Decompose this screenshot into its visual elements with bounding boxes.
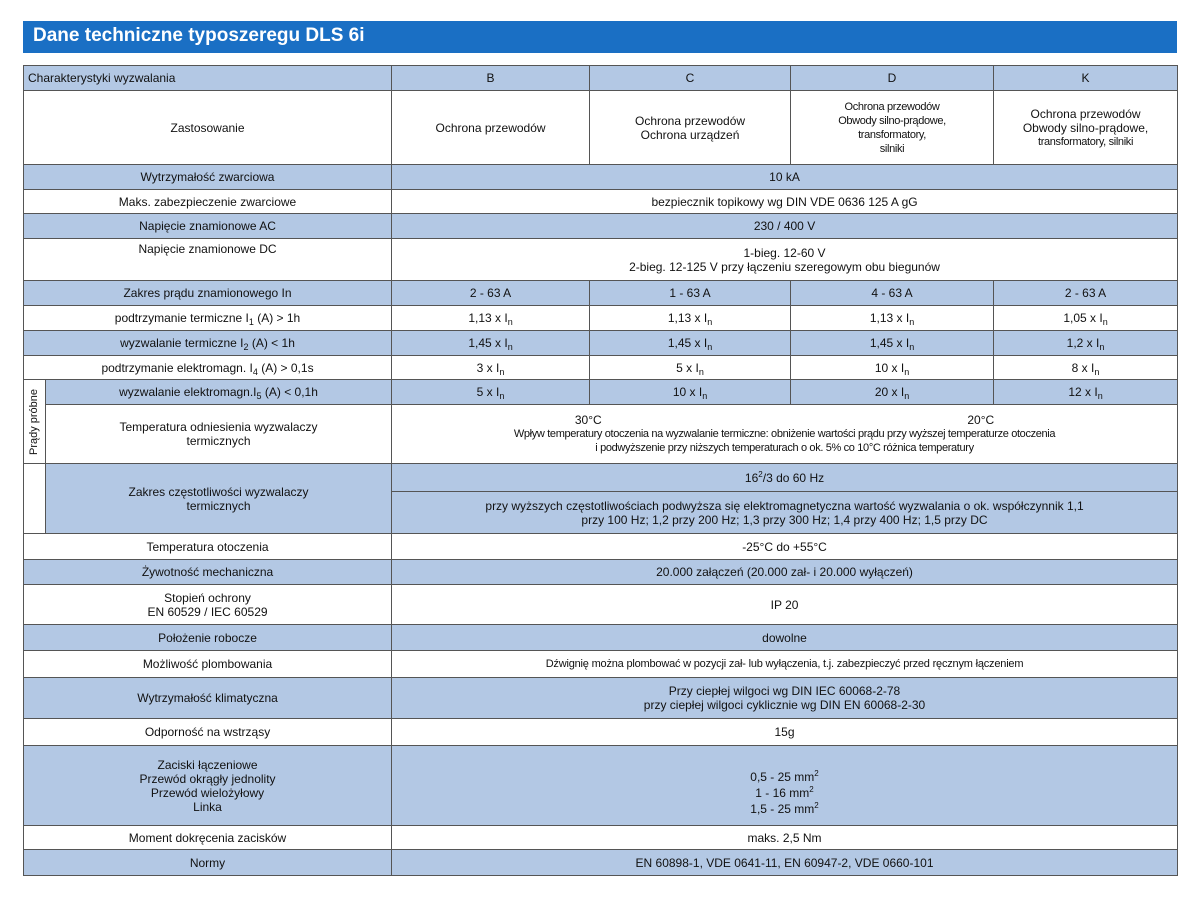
unit-sub: n (909, 317, 915, 327)
row-torque (24, 826, 1178, 850)
cell-line: Przewód wielożyłowy (150, 785, 265, 800)
row-label: Wytrzymałość klimatyczna (24, 678, 392, 719)
label-sub: 2 (243, 342, 249, 352)
row-em-trip (24, 380, 1178, 405)
unit-sub: n (507, 342, 513, 352)
thermal-hold-k (994, 306, 1178, 331)
row-label (24, 746, 392, 826)
value-factor: 8 x (1071, 360, 1088, 375)
cell-line: Obwody silno-prądowe, (1022, 120, 1149, 135)
value-factor: 3 x (476, 360, 493, 375)
row-shock (24, 719, 1178, 746)
cell-line: silniki (879, 142, 905, 155)
row-frequency (24, 464, 1178, 492)
row-value: dowolne (392, 625, 1178, 651)
unit: I (1094, 385, 1098, 399)
test-currents-side-label (24, 380, 46, 464)
label-main: wyzwalanie elektromagn.I (119, 385, 257, 399)
label-main: podtrzymanie elektromagn. I (101, 360, 253, 375)
row-value (392, 239, 1178, 281)
row-label: Położenie robocze (24, 625, 392, 651)
value-factor: 1,45 x (667, 336, 701, 350)
label-rest: (A) < 1h (248, 336, 295, 350)
cell-line: EN 60529 / IEC 60529 (147, 604, 268, 619)
cell-line: Ochrona przewodów (844, 100, 940, 113)
row-label: Wytrzymałość zwarciowa (24, 165, 392, 190)
row-characteristics (24, 66, 1178, 91)
row-ambient-temp (24, 534, 1178, 560)
cell-line: transformatory, silniki (1037, 135, 1134, 148)
range-sup: 2 (758, 469, 763, 479)
row-label: Moment dokręcenia zacisków (24, 826, 392, 850)
cell-line: 2-bieg. 12-125 V przy łączeniu szeregowym obu biegunów (629, 259, 940, 274)
unit: I (703, 311, 708, 325)
row-value: IP 20 (392, 585, 1178, 625)
unit: I (1091, 360, 1095, 375)
row-value (392, 746, 1178, 826)
application-b: Ochrona przewodów (392, 91, 590, 165)
application-c (590, 91, 791, 165)
label-rest: (A) > 1h (253, 311, 301, 325)
value-factor: 5 x (676, 360, 693, 375)
row-thermal-trip (24, 331, 1178, 356)
row-sealing (24, 651, 1178, 678)
terminal-value: 1 - 16 mm (755, 785, 810, 800)
cell-line: Ochrona przewodów (634, 113, 746, 128)
value-factor: 1,13 x (667, 311, 701, 325)
thermal-hold-c (590, 306, 791, 331)
row-max-protection (24, 190, 1178, 214)
em-hold-b (392, 356, 590, 380)
cell-line: Stopień ochrony (164, 590, 251, 605)
unit-sup: 2 (814, 800, 819, 810)
char-c: C (590, 66, 791, 91)
row-mech-life (24, 560, 1178, 585)
unit-sub: n (499, 391, 505, 401)
row-value: maks. 2,5 Nm (392, 826, 1178, 850)
row-label (24, 585, 392, 625)
row-label (46, 405, 392, 464)
row-label (46, 380, 392, 405)
cell-line: Zakres częstotliwości wyzwalaczy (128, 484, 309, 499)
thermal-trip-b (392, 331, 590, 356)
unit: I (905, 311, 910, 325)
em-hold-d (791, 356, 994, 380)
unit: I (905, 336, 910, 350)
row-current-range (24, 281, 1178, 306)
unit: I (1096, 336, 1100, 350)
row-value: -25°C do +55°C (392, 534, 1178, 560)
row-value (392, 405, 1178, 464)
value-factor: 1,13 x (468, 311, 502, 325)
unit-sub: n (702, 391, 708, 401)
thermal-trip-k (994, 331, 1178, 356)
row-voltage-dc (24, 239, 1178, 281)
technical-data-table (23, 65, 1178, 876)
row-label: Zastosowanie (24, 91, 392, 165)
row-label: Maks. zabezpieczenie zwarciowe (24, 190, 392, 214)
cell-line (396, 785, 1173, 801)
unit-sub: n (904, 366, 910, 377)
current-d: 4 - 63 A (791, 281, 994, 306)
unit: I (900, 385, 905, 399)
unit-sub: n (1097, 391, 1103, 401)
row-value (392, 678, 1178, 719)
cell-line: transformatory, (858, 128, 926, 141)
current-b: 2 - 63 A (392, 281, 590, 306)
row-value: Dźwignię można plombować w pozycji zał- lub wyłączenia, t.j. zabezpieczyć przed ręcznym łączeniem (392, 651, 1178, 678)
row-value: 230 / 400 V (392, 214, 1178, 239)
cell-line: Przy ciepłej wilgoci wg DIN IEC 60068-2-78 (668, 684, 901, 698)
unit-sup: 2 (809, 784, 814, 794)
row-value: bezpiecznik topikowy wg DIN VDE 0636 125 A gG (392, 190, 1178, 214)
application-k (994, 91, 1178, 165)
row-terminals (24, 746, 1178, 826)
ref-temp-right: 20°C (967, 413, 995, 427)
cell-line (396, 801, 1173, 817)
frequency-note (392, 492, 1178, 534)
label-sub: 4 (252, 366, 258, 377)
row-value: 10 kA (392, 165, 1178, 190)
side-spacer (24, 464, 46, 534)
cell-line: Ochrona przewodów (1030, 106, 1141, 121)
cell-line: Obwody silno-prądowe, (838, 114, 946, 127)
row-label: Zakres prądu znamionowego In (24, 281, 392, 306)
row-label: Normy (24, 850, 392, 876)
row-label: Możliwość plombowania (24, 651, 392, 678)
em-hold-k (994, 356, 1178, 380)
row-label: Napięcie znamionowe AC (24, 214, 392, 239)
range-pre: 16 (744, 470, 759, 485)
page-header (23, 21, 1177, 53)
unit: I (504, 336, 508, 350)
thermal-hold-d (791, 306, 994, 331)
unit-sub: n (499, 366, 505, 377)
row-label: Żywotność mechaniczna (24, 560, 392, 585)
char-d: D (791, 66, 994, 91)
label-main: wyzwalanie termiczne I (120, 336, 244, 350)
em-trip-b (392, 380, 590, 405)
em-trip-c (590, 380, 791, 405)
unit-sub: n (904, 391, 910, 401)
unit-sub: n (1099, 342, 1105, 352)
unit: I (698, 385, 703, 399)
row-label (46, 464, 392, 534)
unit: I (504, 311, 508, 325)
value-factor: 12 x (1068, 385, 1091, 399)
cell-line: termicznych (186, 434, 251, 448)
terminal-value: 0,5 - 25 mm (750, 769, 815, 784)
cell-line: termicznych (186, 498, 251, 513)
row-voltage-ac (24, 214, 1178, 239)
unit: I (703, 336, 708, 350)
em-trip-d (791, 380, 994, 405)
cell-line: Przewód okrągły jednolity (139, 771, 276, 786)
value-factor: 1,05 x (1063, 311, 1097, 325)
unit: I (496, 385, 500, 399)
page-title: Dane techniczne typoszeregu DLS 6i (33, 25, 365, 46)
em-trip-k (994, 380, 1178, 405)
terminal-value: 1,5 - 25 mm (750, 801, 815, 816)
unit-sub: n (707, 317, 713, 327)
label-main: podtrzymanie termiczne I (114, 311, 249, 325)
row-em-hold (24, 356, 1178, 380)
unit: I (900, 360, 905, 375)
cell-line: 1-bieg. 12-60 V (743, 245, 826, 260)
row-thermal-hold (24, 306, 1178, 331)
cell-line: przy 100 Hz; 1,2 przy 200 Hz; 1,3 przy 300 Hz; 1,4 przy 400 Hz; 1,5 przy DC (581, 512, 988, 527)
value-factor: 1,45 x (869, 336, 903, 350)
row-label (24, 356, 392, 380)
cell-line: i podwyższenie przy niższych temperaturach o ok. 5% co 10°C różnica temperatury (595, 442, 974, 454)
cell-line: przy ciepłej wilgoci cyklicznie wg DIN EN 60068-2-30 (643, 698, 926, 712)
value-factor: 10 x (672, 385, 696, 399)
row-application (24, 91, 1178, 165)
row-value: EN 60898-1, VDE 0641-11, EN 60947-2, VDE 0660-101 (392, 850, 1178, 876)
unit-sub: n (909, 342, 915, 352)
thermal-trip-c (590, 331, 791, 356)
unit-sub: n (1094, 366, 1100, 377)
row-label: Napięcie znamionowe DC (24, 239, 392, 281)
row-label (24, 331, 392, 356)
unit: I (1099, 311, 1103, 325)
cell-line: Temperatura odniesienia wyzwalaczy (119, 420, 318, 434)
application-d (791, 91, 994, 165)
side-label-text: Prądy próbne (28, 388, 40, 455)
frequency-range (392, 464, 1178, 492)
unit: I (496, 360, 500, 375)
label-rest: (A) < 0,1h (261, 385, 318, 399)
label-rest: (A) > 0,1s (257, 360, 314, 375)
label-sub: 1 (248, 317, 254, 327)
row-reference-temp (24, 405, 1178, 464)
cell-line: Ochrona urządzeń (640, 127, 740, 142)
row-position (24, 625, 1178, 651)
value-factor: 20 x (874, 385, 898, 399)
unit-sup: 2 (814, 768, 819, 778)
cell-line: przy wyższych częstotliwościach podwyższa się elektromagnetyczna wartość wyzwalania o ok. współczynnik 1,1 (485, 498, 1084, 513)
row-short-circuit (24, 165, 1178, 190)
value-factor: 5 x (476, 385, 493, 399)
thermal-trip-d (791, 331, 994, 356)
value-factor: 1,13 x (869, 311, 903, 325)
unit-sub: n (1102, 317, 1108, 327)
row-label (24, 306, 392, 331)
range-post: /3 do 60 Hz (762, 470, 825, 485)
unit: I (695, 360, 699, 375)
row-standards (24, 850, 1178, 876)
ref-temp-left: 30°C (574, 413, 602, 427)
char-b: B (392, 66, 590, 91)
row-climate (24, 678, 1178, 719)
cell-line (396, 769, 1173, 785)
row-value: 20.000 załączeń (20.000 zał- i 20.000 wyłączeń) (392, 560, 1178, 585)
value-factor: 1,45 x (468, 336, 502, 350)
unit-sub: n (707, 342, 713, 352)
value-factor: 10 x (874, 360, 898, 375)
char-k: K (994, 66, 1178, 91)
unit-sub: n (507, 317, 513, 327)
cell-line: Zaciski łączeniowe (157, 757, 258, 772)
cell-line: Wpływ temperatury otoczenia na wyzwalanie termiczne: obniżenie wartości prądu przy wyższej temperaturze otoczenia (513, 428, 1056, 440)
row-protection (24, 585, 1178, 625)
value-factor: 1,2 x (1066, 336, 1093, 350)
cell-line: Linka (193, 799, 222, 814)
label-sub: 5 (256, 391, 262, 401)
row-label: Odporność na wstrząsy (24, 719, 392, 746)
thermal-hold-b (392, 306, 590, 331)
current-c: 1 - 63 A (590, 281, 791, 306)
row-label: Charakterystyki wyzwalania (24, 66, 392, 91)
row-value: 15g (392, 719, 1178, 746)
current-k: 2 - 63 A (994, 281, 1178, 306)
em-hold-c (590, 356, 791, 380)
row-label: Temperatura otoczenia (24, 534, 392, 560)
unit-sub: n (698, 366, 704, 377)
